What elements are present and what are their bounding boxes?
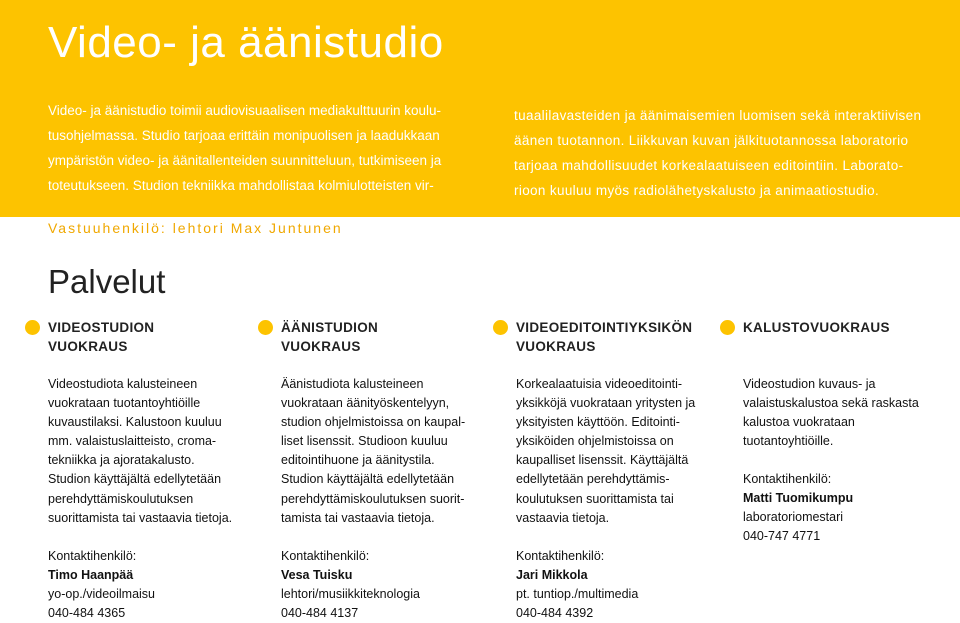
service-description: Videostudion kuvaus- ja valaistuskalustoa sekä raskasta kalustoa vuokrataan tuotantoyhtiöille. <box>743 377 919 449</box>
service-column-video-studio <box>25 318 232 623</box>
contact-label: Kontaktihenkilö: <box>743 472 832 487</box>
contact-label: Kontaktihenkilö: <box>48 548 137 563</box>
bullet-dot-icon <box>720 320 735 335</box>
page-title: Video- ja äänistudio <box>48 18 444 67</box>
contact-label: Kontaktihenkilö: <box>281 548 370 563</box>
service-body <box>493 375 695 623</box>
contact-title: pt. tuntiop./multimedia <box>516 586 639 601</box>
service-title: ÄÄNISTUDION VUOKRAUS <box>281 320 379 354</box>
service-column-equipment-rental <box>720 318 919 546</box>
service-body <box>25 375 232 623</box>
services-heading: Palvelut <box>48 263 166 300</box>
service-description: Videostudiota kalusteineen vuokrataan tuotantoyhtiöille kuvaustilaksi. Kalustoon kuuluu mm. valaistuslaitteisto, croma- tekniikka ja ajoratakalusto. Studion käyttäjältä edellytetään perehdyttämiskoulutuksen suorittamista tai vastaavia tietoja. <box>48 377 233 525</box>
contact-phone: 040-484 4365 <box>48 605 126 620</box>
service-header <box>25 318 232 358</box>
contact-phone: 040-747 4771 <box>743 529 821 544</box>
service-title: VIDEOEDITOINTIYKSIKÖN VUOKRAUS <box>516 320 693 354</box>
contact-phone: 040-484 4137 <box>281 605 359 620</box>
service-header <box>258 318 465 358</box>
contact-name: Vesa Tuisku <box>281 567 353 582</box>
service-column-video-editing <box>493 318 695 623</box>
contact-title: lehtori/musiikkiteknologia <box>281 586 420 601</box>
bullet-dot-icon <box>493 320 508 335</box>
contact-title: laboratoriomestari <box>743 510 844 525</box>
service-description: Äänistudiota kalusteineen vuokrataan äänityöskentelyyn, studion ohjelmistoissa on kaupal- liset lisenssit. Studioon kuuluu editointihuone ja äänitystila. Studion käyttäjältä edellytetään perehdyttämiskoulutuksen suorit- tamista tai vastaavia tietoja. <box>281 377 466 525</box>
contact-label: Kontaktihenkilö: <box>516 548 605 563</box>
contact-name: Timo Haanpää <box>48 567 134 582</box>
contact-title: yo-op./videoilmaisu <box>48 586 155 601</box>
contact-phone: 040-484 4392 <box>516 605 594 620</box>
contact-name: Matti Tuomikumpu <box>743 491 854 506</box>
service-title: KALUSTOVUOKRAUS <box>743 320 890 335</box>
bullet-dot-icon <box>25 320 40 335</box>
service-header <box>720 318 919 358</box>
responsible-person: Vastuuhenkilö: lehtori Max Juntunen <box>48 220 343 236</box>
intro-text-left: Video- ja äänistudio toimii audiovisuaalisen mediakulttuurin koulu- tusohjelmassa. Studio tarjoaa erittäin monipuolisen ja laadukkaan ympäristön video- ja äänitallenteiden suunnitteluun, tutkimiseen ja toteutukseen. Studion tekniikka mahdollistaa kolmiulotteisten vir- <box>48 103 442 193</box>
service-body <box>258 375 465 623</box>
intro-text-right: tuaalilavasteiden ja äänimaisemien luomisen sekä interaktiivisen äänen tuotannon. Liikkuvan kuvan jälkituotannossa laboratorio tarjoaa mahdollisuudet korkealaatuiseen editointiin. Laborato- rioon kuuluu myös radiolähetyskalusto ja animaatiostudio. <box>514 108 922 198</box>
service-body <box>720 375 919 546</box>
service-header <box>493 318 695 358</box>
service-title: VIDEOSTUDION VUOKRAUS <box>48 320 155 354</box>
service-column-audio-studio <box>258 318 465 623</box>
service-description: Korkealaatuisia videoeditointi- yksikköjä vuokrataan yritysten ja yksityisten käyttöön. Editointi- yksiköiden ohjelmistoissa on kaupalliset lisenssit. Käyttäjältä edellytetään perehdyttämis- koulutuksen suorittamista tai vastaavia tietoja. <box>516 377 696 525</box>
bullet-dot-icon <box>258 320 273 335</box>
contact-name: Jari Mikkola <box>516 567 588 582</box>
header-banner <box>0 0 960 217</box>
